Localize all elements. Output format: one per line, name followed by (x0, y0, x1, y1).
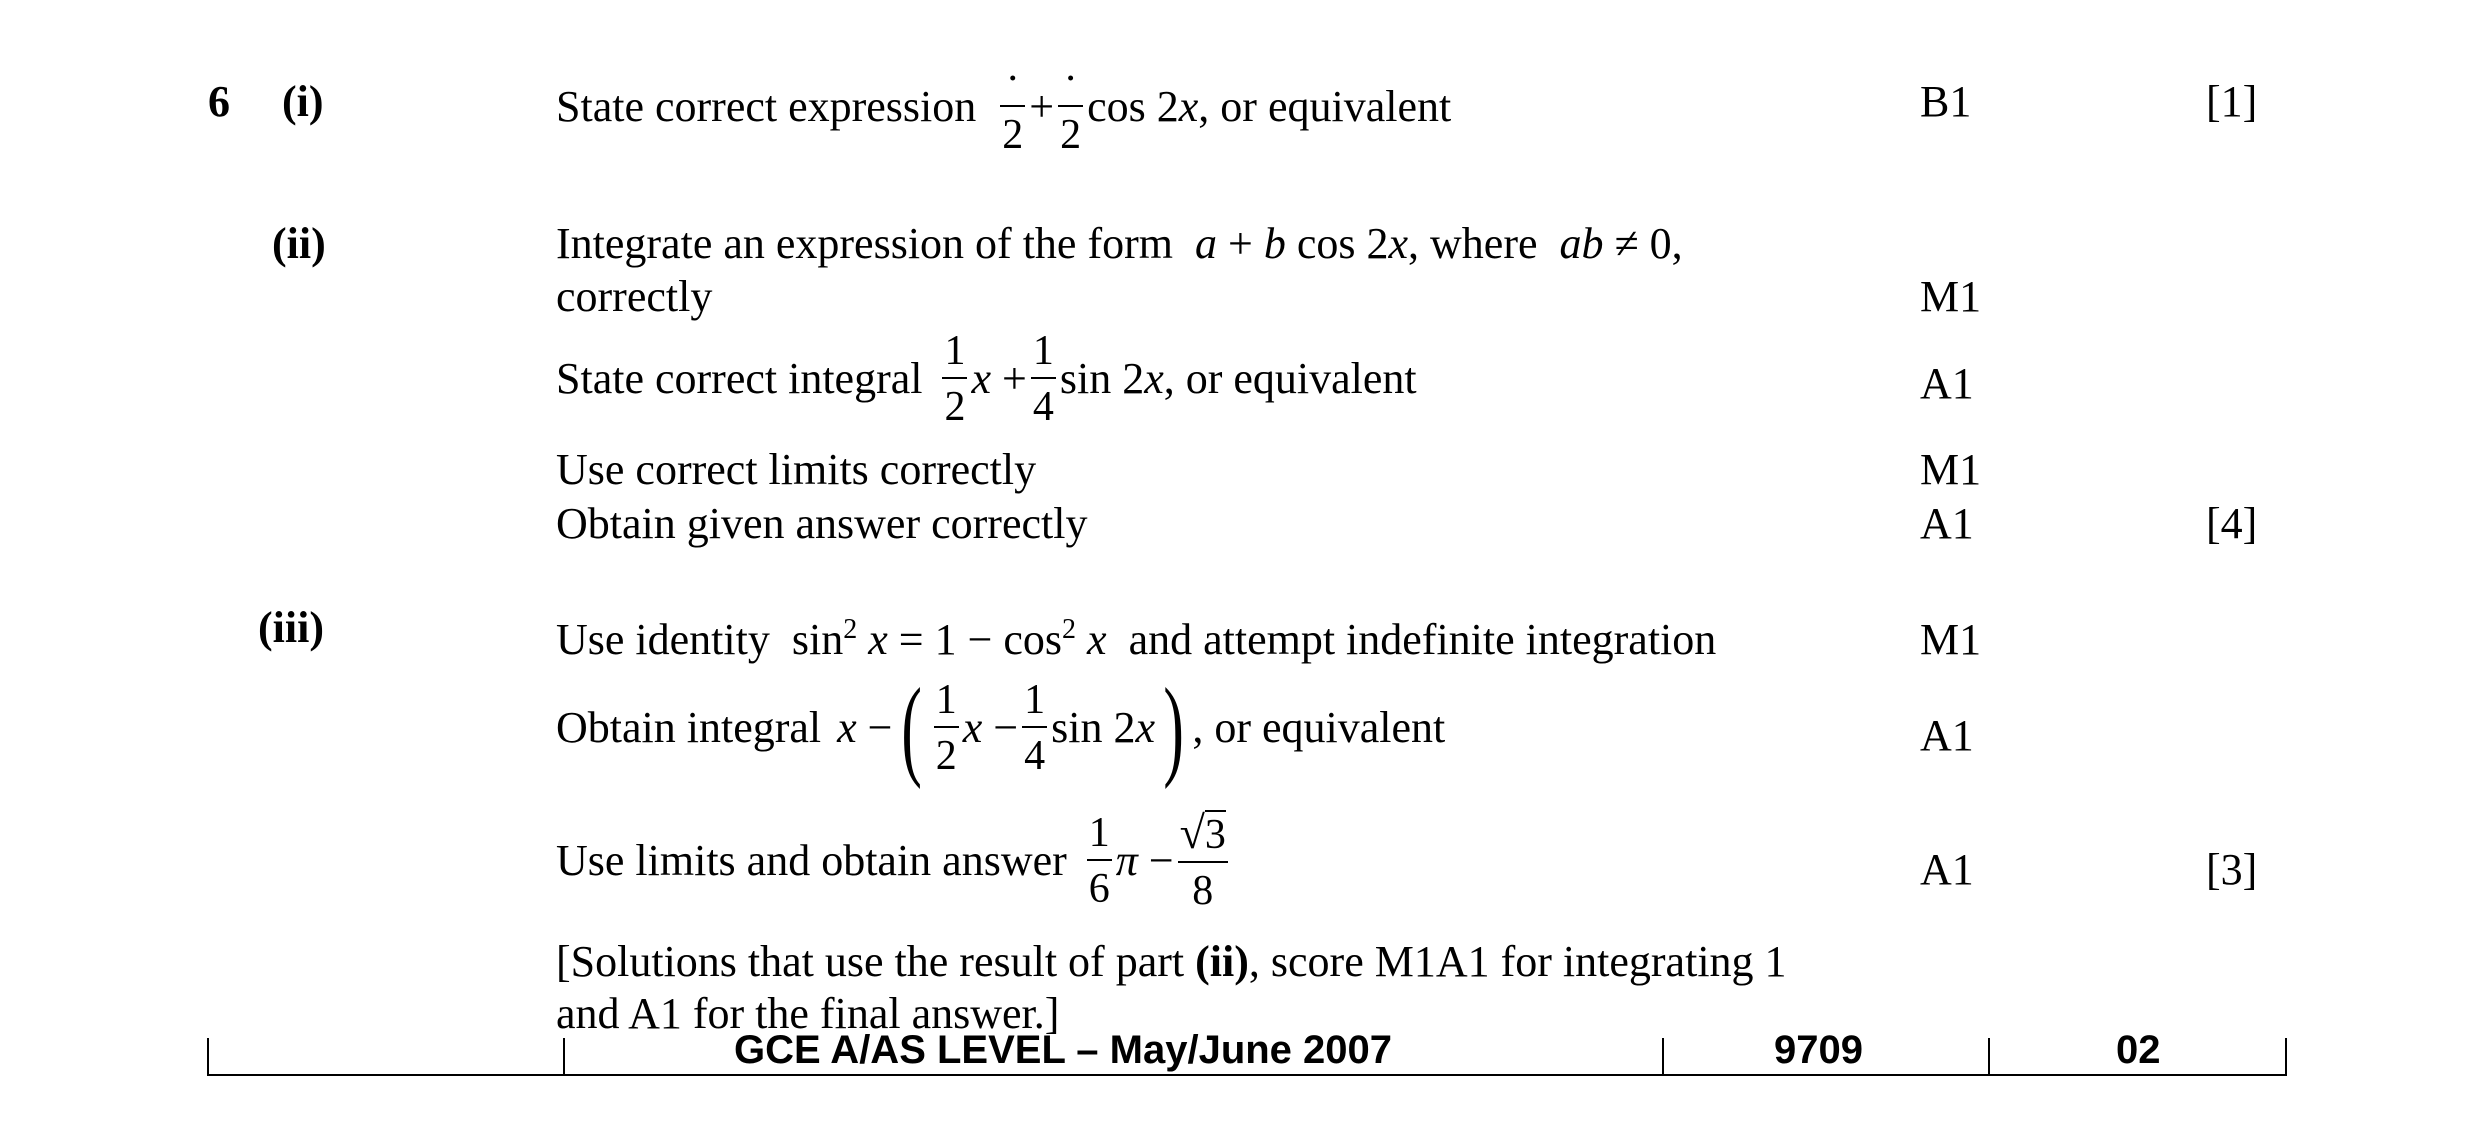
fraction-one-half: $\frac{\cdot}{2}$ (1060, 56, 1082, 158)
footer-title: GCE A/AS LEVEL – May/June 2007 (734, 1028, 1393, 1072)
footer-bottom-rule (207, 1074, 2287, 1076)
total-ii: [4] (2206, 499, 2258, 548)
part-ii-line-2: correctly (556, 272, 713, 321)
footer-divider (1988, 1038, 1990, 1076)
part-ii-line-1: Integrate an expression of the form a + b cos 2x, where ab ≠ 0, (556, 219, 1683, 268)
part-label-iii: (iii) (258, 603, 324, 652)
part-i-line-1: State correct expression $\frac{\cdot}{2}$ + $\frac{\cdot}{2}$ cos 2x , or equivalent (556, 56, 1452, 158)
part-i-line-1-text: State correct expression (556, 82, 977, 131)
part-iii-note-line-2: and A1 for the final answer.] (556, 989, 1060, 1038)
mark-ii-4: A1 (1920, 499, 1974, 548)
part-ii-line-5: Obtain given answer correctly (556, 499, 1088, 548)
mark-iii-3: A1 (1920, 845, 1974, 894)
part-iii-line-1: Use identity $\sin^2 x = 1 - \cos^2 x$ and attempt indefinite integration (556, 614, 1717, 664)
question-number: 6 (208, 77, 230, 126)
part-label-ii: (ii) (272, 219, 326, 268)
footer-paper: 02 (2116, 1028, 2161, 1072)
mark-i-1: B1 (1920, 77, 1972, 126)
part-ii-line-4: Use correct limits correctly (556, 445, 1037, 494)
footer-divider (2285, 1038, 2287, 1076)
part-ii-line-3: State correct integral $\frac{1}{2}$ x + $\frac{1}{4}$ sin 2x , or equivalent (556, 328, 1417, 430)
part-iii-line-2: Obtain integral x − ( $\frac{1}{2}$ x − $\frac{1}{4}$ sin 2x ) , or equivalent (556, 666, 1446, 790)
total-i: [1] (2206, 77, 2258, 126)
part-iii-note-line-1: [Solutions that use the result of part (ii), score M1A1 for integrating 1 (556, 937, 1787, 986)
total-iii: [3] (2206, 845, 2258, 894)
fraction-one-half: $\frac{\cdot}{2}$ (1002, 56, 1024, 158)
footer-divider (563, 1038, 565, 1076)
part-label-i: (i) (282, 77, 324, 126)
mark-ii-1: M1 (1920, 272, 1982, 321)
mark-ii-3: M1 (1920, 445, 1982, 494)
footer-syllabus: 9709 (1774, 1028, 1863, 1072)
mark-ii-2: A1 (1920, 359, 1974, 408)
footer-divider (1662, 1038, 1664, 1076)
mark-iii-1: M1 (1920, 615, 1982, 664)
mark-iii-2: A1 (1920, 711, 1974, 760)
footer-divider (207, 1038, 209, 1076)
part-i-line-1-suffix: , or equivalent (1198, 82, 1452, 131)
part-iii-line-3: Use limits and obtain answer $\frac{1}{6}$ π − √ 3 8 (556, 807, 1226, 914)
